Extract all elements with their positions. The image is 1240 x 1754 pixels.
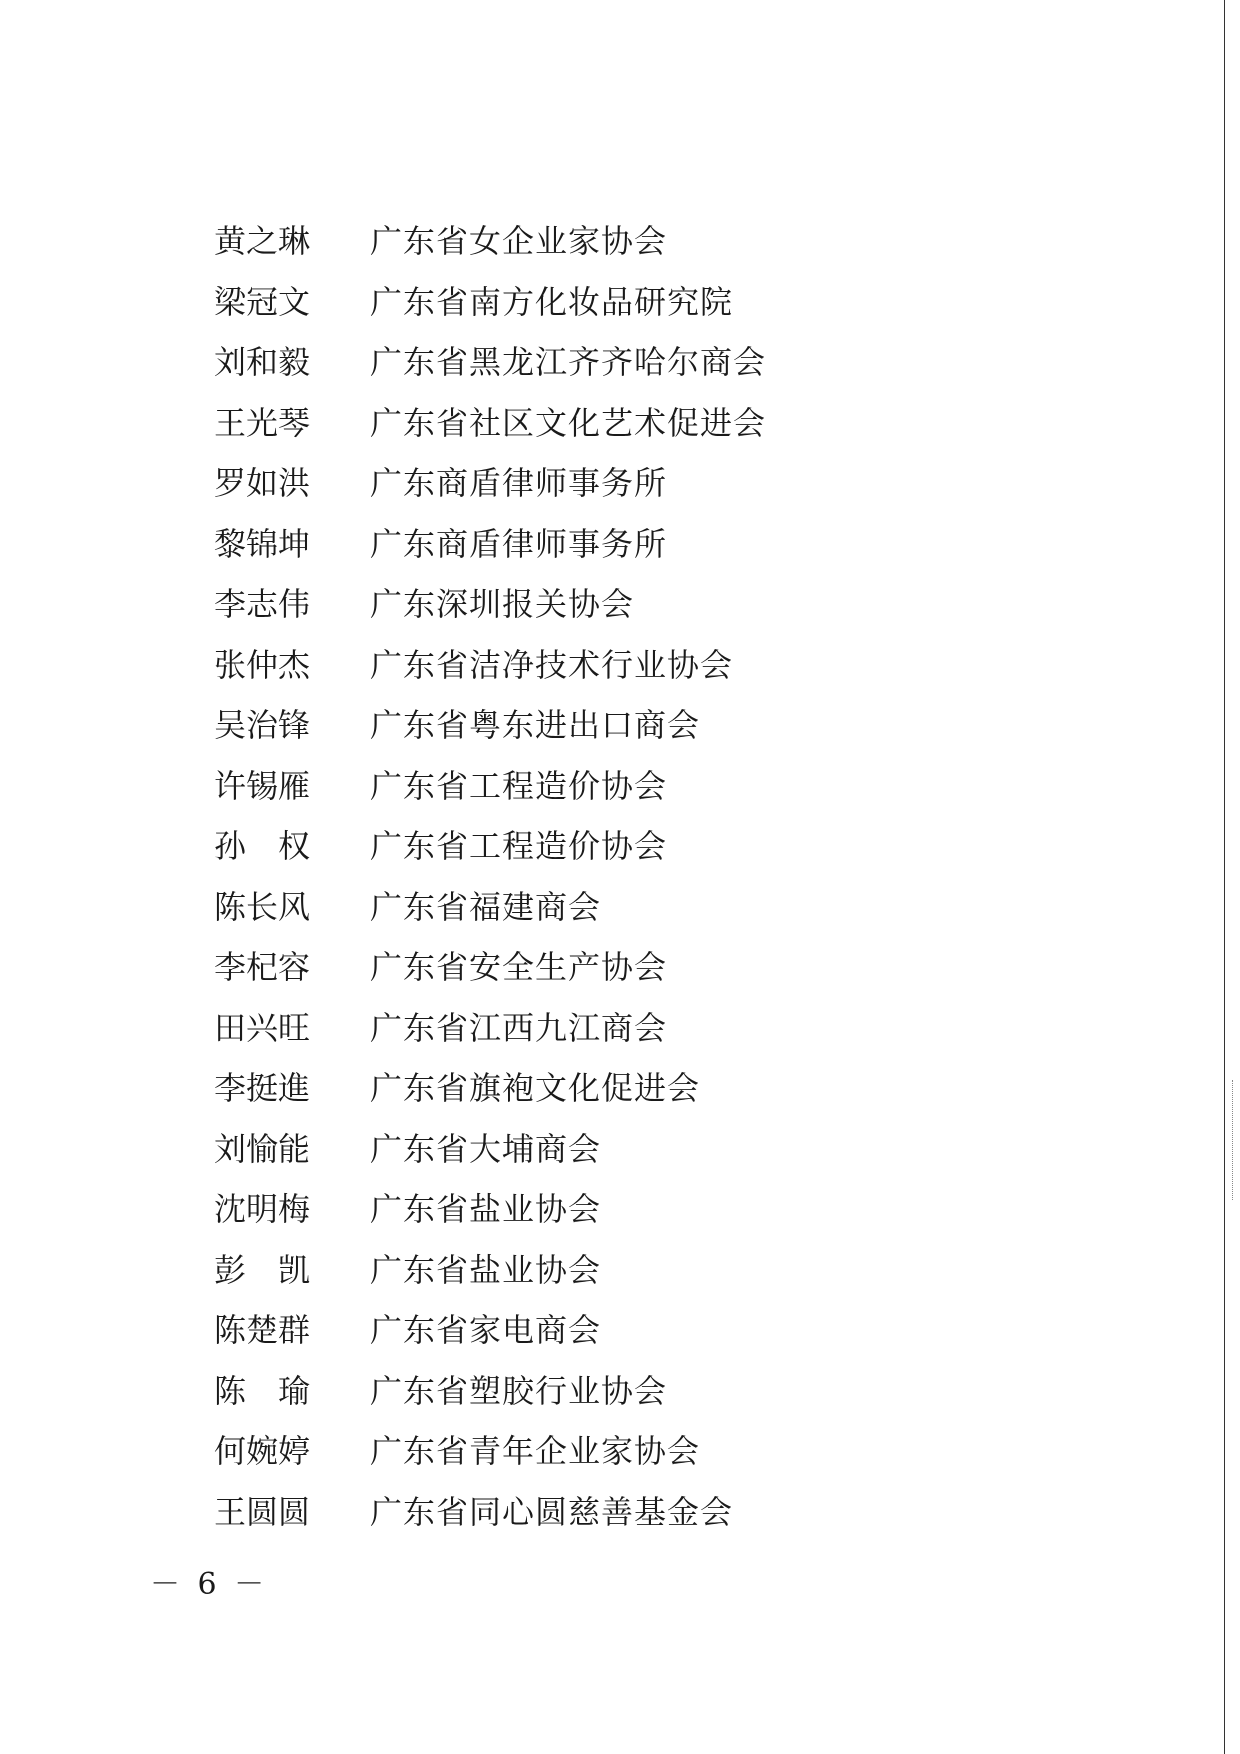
member-organization: 广东省福建商会 xyxy=(370,887,602,926)
page-number: － 6 － xyxy=(150,1567,269,1602)
member-organization: 广东省大埔商会 xyxy=(370,1129,602,1168)
member-organization: 广东深圳报关协会 xyxy=(370,585,635,623)
list-item xyxy=(0,395,1240,456)
member-list xyxy=(0,213,1240,1544)
list-item xyxy=(0,1242,1240,1303)
member-name: 王光琴 xyxy=(214,403,311,442)
member-organization: 广东商盾律师事务所 xyxy=(370,464,668,502)
list-item xyxy=(0,516,1240,577)
member-organization: 广东省南方化妆品研究院 xyxy=(370,282,734,321)
list-item xyxy=(0,334,1240,395)
member-name: 刘和毅 xyxy=(214,343,311,381)
member-organization: 广东商盾律师事务所 xyxy=(370,524,668,563)
list-item xyxy=(0,1484,1240,1545)
list-item xyxy=(0,213,1240,274)
list-item xyxy=(0,879,1240,940)
member-organization: 广东省同心圆慈善基金会 xyxy=(370,1492,734,1531)
member-organization: 广东省盐业协会 xyxy=(370,1190,602,1228)
list-item xyxy=(0,697,1240,758)
member-name: 王圆圆 xyxy=(214,1492,311,1531)
member-organization: 广东省旗袍文化促进会 xyxy=(370,1069,701,1107)
member-name: 何婉婷 xyxy=(214,1432,311,1470)
member-organization: 广东省塑胶行业协会 xyxy=(370,1371,668,1410)
list-item xyxy=(0,818,1240,879)
member-name: 沈明梅 xyxy=(214,1190,311,1228)
member-name: 黄之琳 xyxy=(214,222,311,260)
member-name: 黎锦坤 xyxy=(214,524,311,563)
member-name: 陈长风 xyxy=(214,887,311,926)
list-item xyxy=(0,637,1240,698)
member-name: 田兴旺 xyxy=(214,1008,311,1047)
member-organization: 广东省工程造价协会 xyxy=(370,827,668,865)
list-item xyxy=(0,1423,1240,1484)
member-organization: 广东省社区文化艺术促进会 xyxy=(370,403,767,442)
member-name: 罗如洪 xyxy=(214,464,311,502)
list-item xyxy=(0,274,1240,335)
list-item xyxy=(0,1302,1240,1363)
member-organization: 广东省洁净技术行业协会 xyxy=(370,645,734,684)
member-organization: 广东省黑龙江齐齐哈尔商会 xyxy=(370,343,767,381)
member-organization: 广东省青年企业家协会 xyxy=(370,1432,701,1470)
list-item xyxy=(0,1181,1240,1242)
member-organization: 广东省安全生产协会 xyxy=(370,948,668,986)
list-item xyxy=(0,758,1240,819)
member-name: 陈 瑜 xyxy=(214,1371,311,1410)
member-organization: 广东省粤东进出口商会 xyxy=(370,706,701,744)
member-name: 李志伟 xyxy=(214,585,311,623)
member-name: 梁冠文 xyxy=(214,282,311,321)
member-name: 许锡雁 xyxy=(214,766,311,805)
list-item xyxy=(0,1121,1240,1182)
member-name: 刘愉能 xyxy=(214,1129,311,1168)
member-organization: 广东省盐业协会 xyxy=(370,1250,602,1289)
list-item xyxy=(0,455,1240,516)
member-name: 孙 权 xyxy=(214,827,311,865)
list-item xyxy=(0,939,1240,1000)
list-item xyxy=(0,1060,1240,1121)
member-name: 张仲杰 xyxy=(214,645,311,684)
member-organization: 广东省江西九江商会 xyxy=(370,1008,668,1047)
list-item xyxy=(0,576,1240,637)
member-organization: 广东省家电商会 xyxy=(370,1311,602,1349)
member-name: 李杞容 xyxy=(214,948,311,986)
member-name: 吴治锋 xyxy=(214,706,311,744)
member-name: 彭 凯 xyxy=(214,1250,311,1289)
member-organization: 广东省工程造价协会 xyxy=(370,766,668,805)
member-name: 陈楚群 xyxy=(214,1311,311,1349)
member-organization: 广东省女企业家协会 xyxy=(370,222,668,260)
list-item xyxy=(0,1000,1240,1061)
member-name: 李挺進 xyxy=(214,1069,311,1107)
list-item xyxy=(0,1363,1240,1424)
